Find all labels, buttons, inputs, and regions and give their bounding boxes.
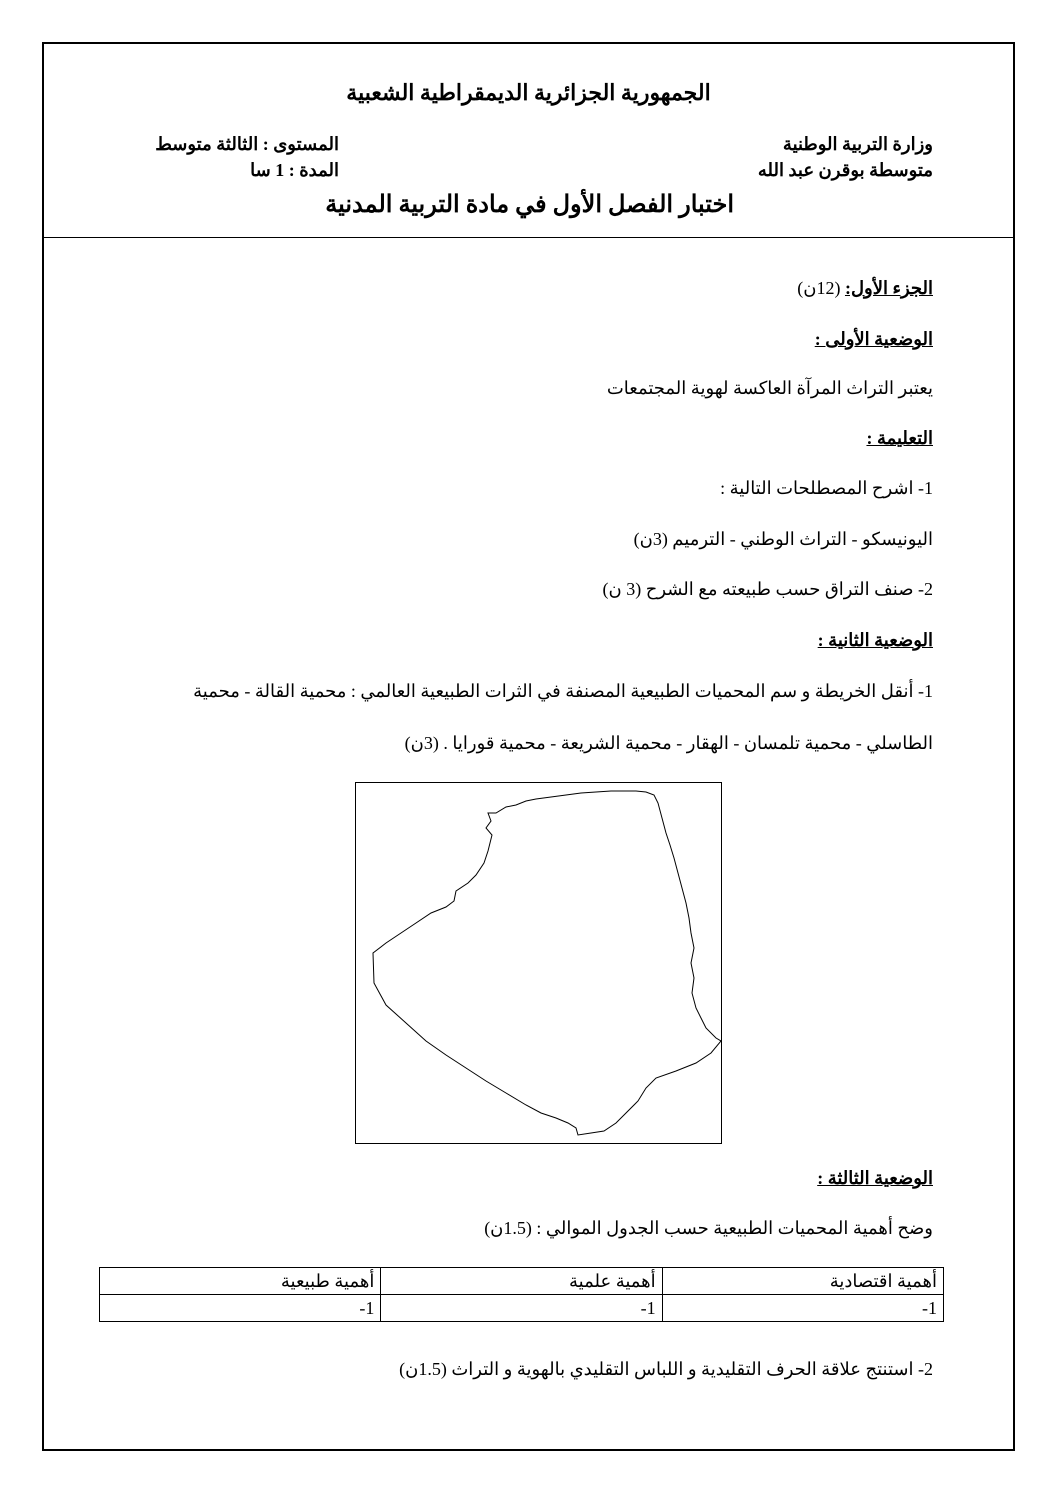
- situation1-q1-terms: اليونيسكو - التراث الوطني - الترميم (3ن): [633, 529, 933, 549]
- situation1-title: الوضعية الأولى :: [814, 329, 933, 349]
- level-label: المستوى : الثالثة متوسط: [155, 134, 339, 154]
- instruction-title: التعليمة :: [866, 428, 933, 448]
- part1-heading: [797, 278, 933, 299]
- republic-title: الجمهورية الجزائرية الديمقراطية الشعبية: [346, 80, 711, 105]
- table-cell: 1-: [381, 1295, 662, 1322]
- part1-points: (12ن): [797, 278, 841, 298]
- duration-label: المدة : 1 سا: [250, 160, 339, 180]
- table-header-cell: أهمية علمية: [381, 1268, 662, 1295]
- part1-title: الجزء الأول:: [844, 278, 933, 298]
- algeria-map: [355, 782, 722, 1144]
- table-header-row: [100, 1268, 944, 1295]
- school-label: متوسطة بوقرن عبد الله: [757, 160, 933, 180]
- situation2-title: الوضعية الثانية :: [817, 630, 933, 650]
- page-frame: [42, 42, 1015, 1451]
- table-cell: 1-: [662, 1295, 943, 1322]
- situation3-title: الوضعية الثالثة :: [817, 1168, 933, 1188]
- situation2-q1-line1: 1- أنقل الخريطة و سم المحميات الطبيعية المصنفة في الثرات الطبيعية العالمي : محمية القالة - محمية: [193, 681, 933, 701]
- situation1-q2: 2- صنف التراق حسب طبيعته مع الشرح (3 ن): [602, 579, 933, 599]
- situation3-q2: 2- استنتج علاقة الحرف التقليدية و اللباس التقليدي بالهوية و التراث (1.5ن): [399, 1359, 933, 1379]
- table-row: [100, 1295, 944, 1322]
- header-divider: [44, 237, 1013, 238]
- situation1-text: يعتبر التراث المرآة العاكسة لهوية المجتمعات: [606, 378, 933, 398]
- exam-title: اختبار الفصل الأول في مادة التربية المدنية: [325, 192, 734, 218]
- table-header-cell: أهمية طبيعية: [100, 1268, 381, 1295]
- situation3-q1: وضح أهمية المحميات الطبيعية حسب الجدول الموالي : (1.5ن): [484, 1218, 933, 1238]
- algeria-outline-icon: [356, 783, 721, 1143]
- situation1-q1: 1- اشرح المصطلحات التالية :: [720, 478, 933, 498]
- ministry-label: وزارة التربية الوطنية: [782, 134, 933, 154]
- table-cell: 1-: [100, 1295, 381, 1322]
- importance-table: [99, 1267, 944, 1322]
- situation2-q1-line2: الطاسلي - محمية تلمسان - الهقار - محمية الشريعة - محمية قورايا . (3ن): [404, 733, 933, 753]
- table-header-cell: أهمية اقتصادية: [662, 1268, 943, 1295]
